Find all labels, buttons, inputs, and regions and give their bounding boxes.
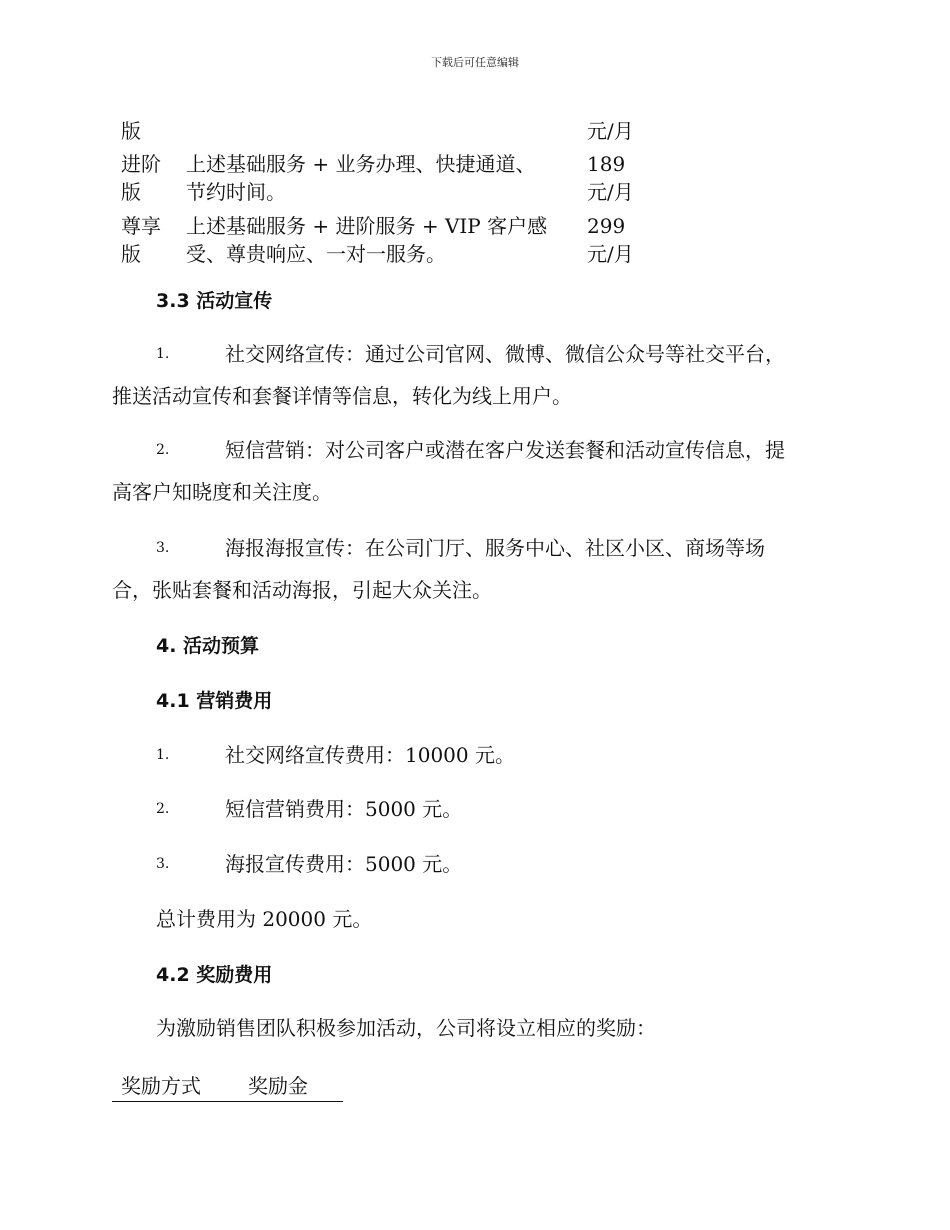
list-item-text: 社交网络宣传：通过公司官网、微博、微信公众号等社交平台， [225, 342, 785, 366]
plan-name: 尊享 [121, 214, 161, 238]
plan-price: 189 [587, 152, 626, 176]
list-item-text: 社交网络宣传费用：10000 元。 [225, 743, 515, 767]
plan-description: 上述基础服务 + 业务办理、快捷通道、 [186, 152, 536, 176]
plan-name: 版 [121, 119, 141, 143]
section-heading: 4. 活动预算 [156, 635, 260, 657]
plan-name: 版 [121, 242, 141, 266]
list-item-text: 海报宣传费用：5000 元。 [225, 852, 463, 876]
table-header-cell: 奖励金 [248, 1074, 308, 1098]
plan-description: 受、尊贵响应、一对一服务。 [186, 242, 446, 266]
list-number: 1. [156, 747, 170, 763]
list-item-text: 海报海报宣传：在公司门厅、服务中心、社区小区、商场等场 [225, 536, 765, 560]
list-item-text: 高客户知晓度和关注度。 [112, 480, 332, 504]
plan-description: 上述基础服务 + 进阶服务 + VIP 客户感 [186, 214, 548, 238]
table-header-cell: 奖励方式 [121, 1074, 201, 1098]
table-header-rule [112, 1101, 343, 1102]
list-number: 1. [156, 346, 170, 362]
section-heading: 4.2 奖励费用 [156, 964, 273, 986]
paragraph: 为激励销售团队积极参加活动，公司将设立相应的奖励： [156, 1016, 656, 1040]
list-number: 2. [156, 801, 170, 817]
plan-description: 节约时间。 [186, 180, 286, 204]
list-item-text: 合，张贴套餐和活动海报，引起大众关注。 [112, 578, 492, 602]
list-item-text: 推送活动宣传和套餐详情等信息，转化为线上用户。 [112, 384, 572, 408]
list-number: 2. [156, 442, 170, 458]
plan-name: 版 [121, 180, 141, 204]
total-cost: 总计费用为 20000 元。 [156, 907, 373, 931]
section-heading: 3.3 活动宣传 [156, 290, 273, 312]
plan-price-unit: 元/月 [587, 242, 634, 266]
list-item-text: 短信营销费用：5000 元。 [225, 797, 463, 821]
page-header: 下载后可任意编辑 [431, 56, 519, 69]
list-number: 3. [156, 540, 170, 556]
list-number: 3. [156, 856, 170, 872]
list-item-text: 短信营销：对公司客户或潜在客户发送套餐和活动宣传信息，提 [225, 438, 785, 462]
section-heading: 4.1 营销费用 [156, 690, 273, 712]
plan-name: 进阶 [121, 152, 161, 176]
plan-price-unit: 元/月 [587, 180, 634, 204]
plan-price-unit: 元/月 [587, 119, 634, 143]
plan-price: 299 [587, 214, 626, 238]
